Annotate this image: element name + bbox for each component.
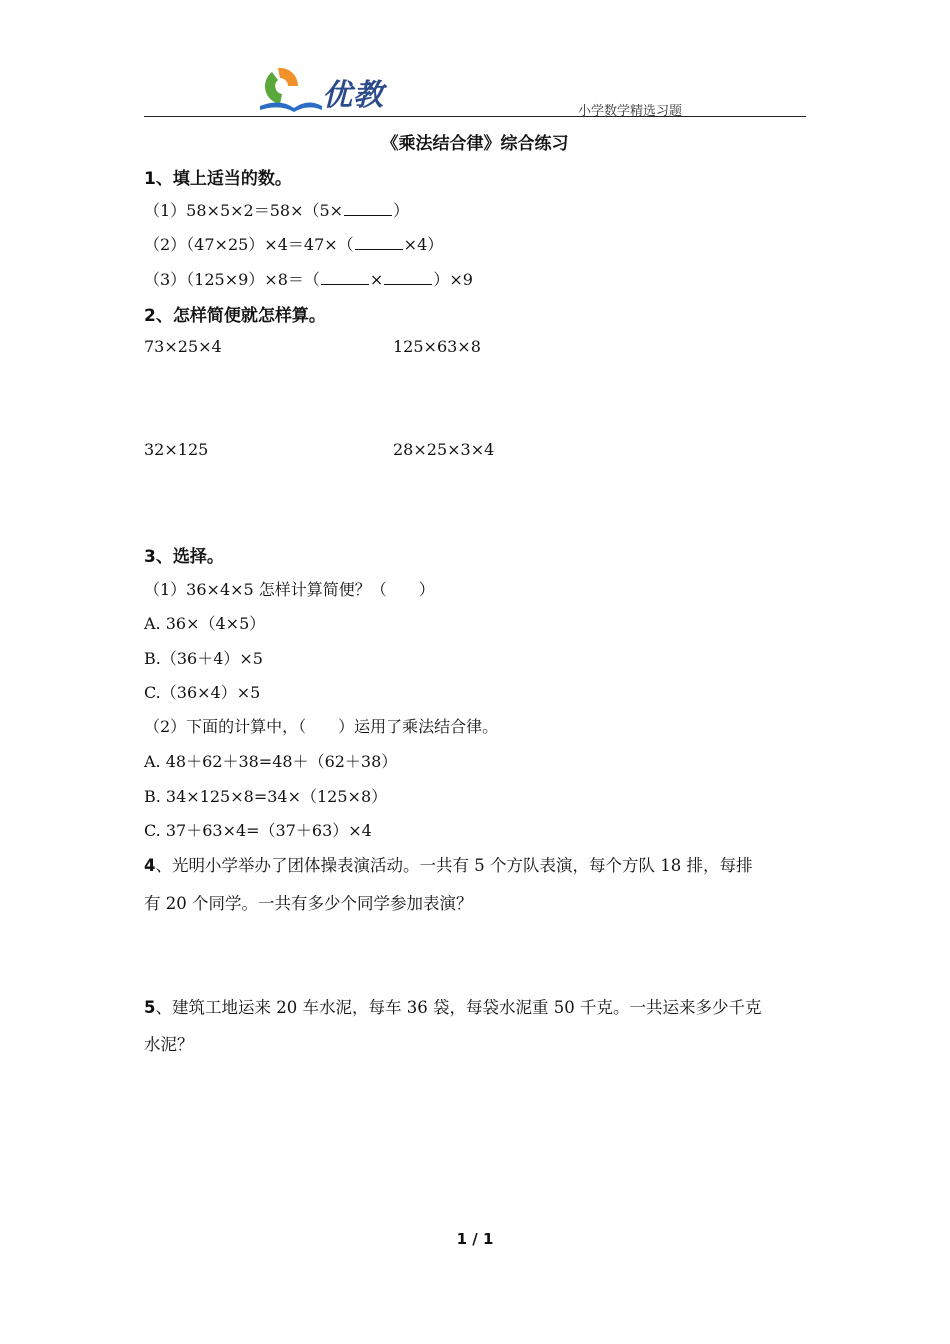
- q4-line-2: 有 20 个同学。一共有多少个同学参加表演？: [144, 894, 473, 913]
- q5-number: 5: [144, 998, 156, 1017]
- q5-line-2: 水泥？: [144, 1035, 194, 1054]
- q3-sub1-option-b[interactable]: B.（36＋4）×5: [144, 649, 263, 668]
- q2-expr-4: 28×25×3×4: [393, 440, 495, 459]
- q4-number: 4: [144, 856, 156, 875]
- answer-blank[interactable]: [321, 270, 369, 285]
- logo-text: 优教: [322, 78, 384, 113]
- q1-heading: 1、填上适当的数。: [144, 169, 292, 189]
- series-label: 小学数学精选习题: [578, 104, 683, 119]
- q4-text-1: 、光明小学举办了团体操表演活动。一共有 5 个方队表演，每个方队 18 排，每排: [155, 856, 753, 875]
- q5-line-1: [144, 994, 761, 1018]
- q1-item-3: [144, 267, 473, 290]
- q4-line-1: [144, 852, 752, 876]
- q5-text-1: 、建筑工地运来 20 车水泥，每车 36 袋，每袋水泥重 50 千克。一共运来多少千克: [155, 998, 762, 1017]
- q2-expr-1: 73×25×4: [144, 337, 222, 356]
- q3-heading: 3、选择。: [144, 547, 224, 567]
- q1-item-2: [144, 232, 443, 255]
- q2-heading: 2、怎样简便就怎样算。: [144, 306, 326, 326]
- q2-expr-2: 125×63×8: [393, 337, 481, 356]
- q1-item-1-post: ）: [393, 201, 410, 220]
- q1-item-1-pre: （1）58×5×2＝58×（5×: [144, 201, 344, 220]
- q3-sub1-option-c[interactable]: C.（36×4）×5: [144, 683, 261, 702]
- q1-item-2-post: ×4）: [403, 235, 444, 254]
- answer-blank[interactable]: [384, 270, 432, 285]
- q2-expr-3: 32×125: [144, 440, 209, 459]
- answer-blank[interactable]: [355, 235, 403, 250]
- q3-sub1-option-a[interactable]: A. 36×（4×5）: [144, 614, 266, 633]
- answer-blank[interactable]: [344, 201, 392, 216]
- q1-item-3-pre: （3）（125×9）×8＝（: [144, 270, 320, 289]
- q3-sub2-option-c[interactable]: C. 37＋63×4=（37＋63）×4: [144, 821, 372, 840]
- q3-sub2-question: （2）下面的计算中，（ ）运用了乘法结合律。: [144, 717, 499, 736]
- page-title: 《乘法结合律》综合练习: [381, 134, 569, 154]
- q1-item-1: [144, 198, 409, 221]
- q1-item-3-mid: ×: [369, 270, 384, 289]
- q3-sub2-option-b[interactable]: B. 34×125×8=34×（125×8）: [144, 787, 388, 806]
- q3-sub1-question: （1）36×4×5 怎样计算简便？（ ）: [144, 580, 435, 599]
- q1-item-2-pre: （2）（47×25）×4＝47×（: [144, 235, 354, 254]
- header-divider: [144, 116, 806, 117]
- q3-sub2-option-a[interactable]: A. 48＋62＋38=48＋（62＋38）: [144, 752, 398, 771]
- q1-item-3-post: ）×9: [433, 270, 473, 289]
- page-number: 1 / 1: [456, 1230, 494, 1248]
